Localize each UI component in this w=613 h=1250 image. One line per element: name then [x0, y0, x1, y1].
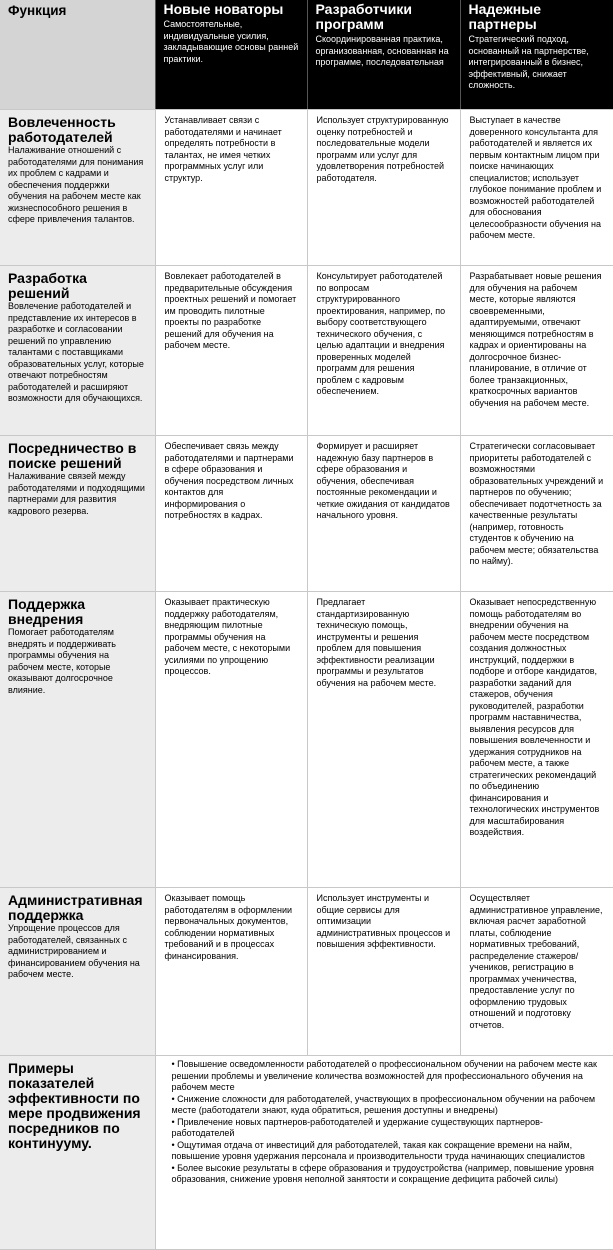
function-cell	[0, 110, 155, 266]
stage-cell: Осуществляет административное управление, включая расчет заработной платы, соблюдение нормативных требований, распределение стажеров/учеников, регистрацию в программах ученичества, предоставление услуг по оформлению трудовых отношений и подготовку отчетов.	[460, 888, 613, 1056]
function-description: Помогает работодателям внедрять и поддерживать программы обучения на рабочем месте, которые оказывают долгосрочное влияние.	[8, 627, 116, 695]
table-row	[0, 888, 613, 1056]
table-row	[0, 436, 613, 592]
function-header: Функция	[0, 0, 155, 110]
stage-cell: Использует инструменты и общие сервисы для оптимизации административных процессов и повышения эффективности.	[307, 888, 460, 1056]
column-header-new-innovators	[155, 0, 307, 110]
column-header-reliable-partners	[460, 0, 613, 110]
column-subtitle: Скоординированная практика, организованная, основанная на программе, последовательная	[315, 34, 449, 67]
metrics-bullets	[155, 1056, 613, 1250]
list-item: • Более высокие результаты в сфере образования и трудоустройства (например, повышение уровня образования, снижение уровня неполной занятости и сокращение дефицита рабочей силы)	[171, 1162, 594, 1184]
stage-cell: Стратегически согласовывает приоритеты работодателей с возможностями образовательных учреждений и партнеров по обучению; обеспечивает подотчетность за качественные результаты (например, готовность студентов к обучению на рабочем месте; обязательства по найму).	[460, 436, 613, 592]
stage-cell: Разрабатывает новые решения для обучения на рабочем месте, которые являются своевременными, адаптируемыми, отвечают меняющимся потребностям в кадрах и ориентированы на долгосрочное бизнес-планирование, в отличие от более транзакционных, краткосрочных вариантов обучения на рабочем месте.	[460, 266, 613, 436]
function-cell	[0, 266, 155, 436]
metrics-title: Примеры показателей эффективности по мере продвижения посредников по континууму.	[8, 1060, 141, 1151]
stage-cell: Формирует и расширяет надежную базу партнеров в сфере образования и обучения, обеспечивая постоянные рекомендации и четкие ожидания от кандидатов начального уровня.	[307, 436, 460, 592]
function-description: Упрощение процессов для работодателей, связанных с администрированием и финансированием обучения на рабочем месте.	[8, 923, 140, 979]
stage-cell: Устанавливает связи с работодателями и начинает определять потребности в талантах, не имея четких программных услуг или структур.	[155, 110, 307, 266]
stage-cell: Вовлекает работодателей в предварительные обсуждения проектных решений и помогает им проводить пилотные проекты по разработке решений для обучения на рабочем месте.	[155, 266, 307, 436]
column-subtitle: Стратегический подход, основанный на партнерстве, интегрированный в бизнес, эффективный, снижает сложность.	[468, 34, 589, 90]
stage-cell: Обеспечивает связь между работодателями и партнерами в сфере образования и обучения посредством личных контактов для информирования о потребностях в кадрах.	[155, 436, 307, 592]
table-row	[0, 592, 613, 888]
column-header-program-developers	[307, 0, 460, 110]
table-row	[0, 110, 613, 266]
header-row	[0, 0, 613, 110]
column-subtitle: Самостоятельные, индивидуальные усилия, закладывающие основы ранней практики.	[163, 19, 299, 64]
metrics-row	[0, 1056, 613, 1250]
list-item: • Повышение осведомленности работодателей о профессиональном обучении на рабочем месте как решении проблемы и увеличение количества возможностей для профессионального обучения на рабочем месте	[171, 1059, 597, 1092]
list-item: • Привлечение новых партнеров-работодателей и удержание существующих партнеров-работодателей	[171, 1116, 543, 1138]
function-title: Поддержка внедрения	[8, 596, 86, 627]
function-cell	[0, 592, 155, 888]
stage-cell: Оказывает практическую поддержку работодателям, внедряющим пилотные программы обучения на рабочем месте, с некоторыми усилиями по упрощению процессов.	[155, 592, 307, 888]
function-title: Посредничество в поиске решений	[8, 440, 137, 471]
stage-cell: Использует структурированную оценку потребностей и последовательные модели программ или услуг для удовлетворения потребностей работодателя.	[307, 110, 460, 266]
table-row	[0, 266, 613, 436]
function-description: Налаживание отношений с работодателями для понимания их проблем с кадрами и обеспечения поддержки обучения на рабочем месте как жизнеспособного решения в сфере привлечения талантов.	[8, 145, 144, 224]
list-item: • Ощутимая отдача от инвестиций для работодателей, такая как сокращение времени на найм, повышение уровня удержания персонала и производительности труда начинающих специалистов	[171, 1139, 585, 1161]
stage-cell: Выступает в качестве доверенного консультанта для работодателей и является их первым контактным лицом при поиске начинающих специалистов; использует глубокое понимание проблем и возможностей работодателей для обоснования целесообразности обучения на рабочем месте.	[460, 110, 613, 266]
function-cell	[0, 436, 155, 592]
column-title: Разработчики программ	[315, 1, 412, 32]
stage-cell: Предлагает стандартизированную техническую помощь, инструменты и решения проблем для повышения эффективности реализации программы и результатов обучения на рабочем месте.	[307, 592, 460, 888]
function-title: Административная поддержка	[8, 892, 143, 923]
list-item: • Снижение сложности для работодателей, участвующих в профессиональном обучении на рабочем месте (работодатели знают, куда обратиться, решения доступны и внедрены)	[171, 1093, 596, 1115]
column-title: Надежные партнеры	[468, 1, 542, 32]
metrics-title-cell	[0, 1056, 155, 1250]
stage-cell: Оказывает помощь работодателям в оформлении первоначальных документов, соблюдении нормативных требований и в процессах финансирования.	[155, 888, 307, 1056]
column-title: Новые новаторы	[163, 1, 284, 17]
function-title: Разработка решений	[8, 270, 87, 301]
stage-cell: Консультирует работодателей по вопросам структурированного проектирования, например, по выбору соответствующего технического обучения, с целью адаптации и внедрения проверенных моделей программ для решения проблем с кадровым обеспечением.	[307, 266, 460, 436]
function-description: Налаживание связей между работодателями и подходящими партнерами для развития кадрового резерва.	[8, 471, 145, 516]
function-description: Вовлечение работодателей и представление их интересов в разработке и согласовании решений по управлению талантами с поставщиками образовательных услуг, которые отвечают потребностям работодателей и расширяют возможности для обучающихся.	[8, 301, 144, 403]
stage-cell: Оказывает непосредственную помощь работодателям во внедрении обучения на рабочем месте посредством создания должностных инструкций, поддержки в подборе и отборе кандидатов, разработки заданий для стажеров, обучения руководителей, разработки программ наставничества, выявления ресурсов для повышения вовлеченности и удержания сотрудников на рабочем месте, а также стратегических рекомендаций по объединению финансирования и технологических инструментов для масштабирования воздействия.	[460, 592, 613, 888]
function-cell	[0, 888, 155, 1056]
function-title: Вовлеченность работодателей	[8, 114, 116, 145]
